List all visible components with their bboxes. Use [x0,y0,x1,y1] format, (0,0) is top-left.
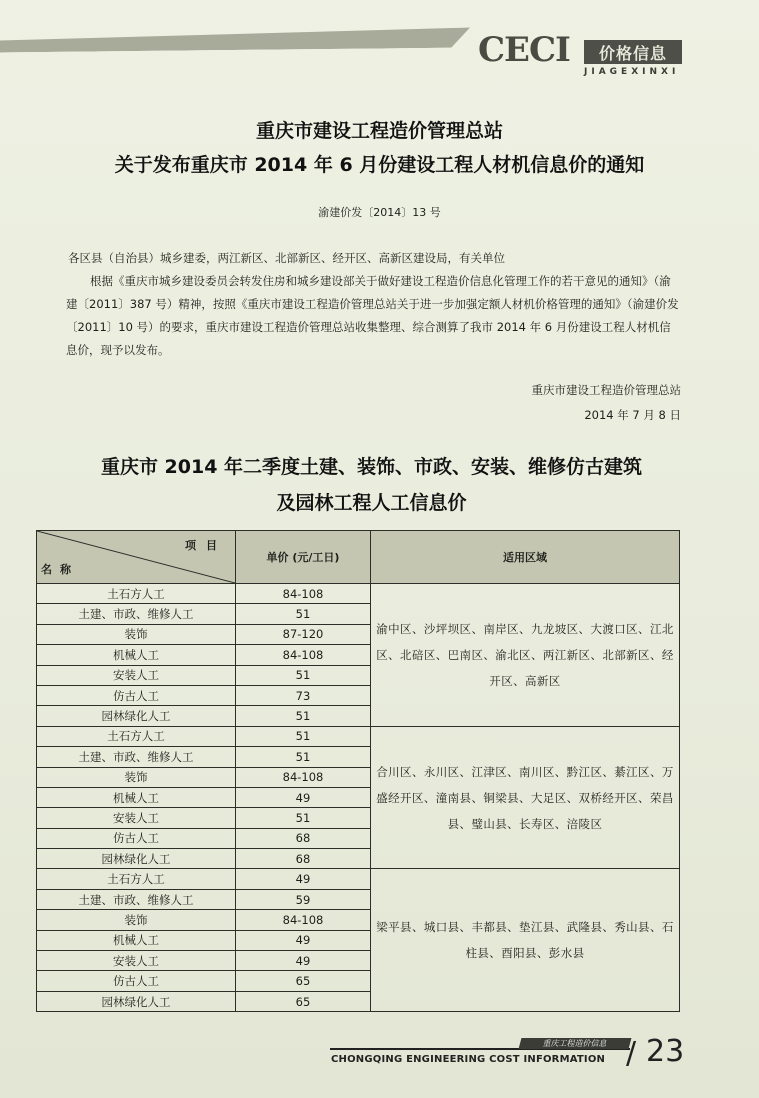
row-price: 49 [236,787,371,807]
row-name: 机械人工 [37,787,236,807]
addressee: 各区县（自治县）城乡建委，两江新区、北部新区、经开区、高新区建设局，有关单位 [68,251,505,265]
region-cell: 渝中区、沙坪坝区、南岸区、九龙坡区、大渡口区、江北区、北碚区、巴南区、渝北区、两江新区、北部新区、经开区、高新区 [371,584,680,727]
header-decor-bar [0,28,470,53]
table-row [37,869,680,889]
row-price: 84-108 [236,767,371,787]
row-price: 51 [236,706,371,726]
notice-date: 2014 年 7 月 8 日 [584,408,681,422]
header-item-label: 项目 [185,539,227,552]
row-price: 84-108 [236,645,371,665]
row-price: 68 [236,828,371,848]
labor-price-table [36,530,680,1012]
row-name: 园林绿化人工 [37,991,236,1011]
row-name: 仿古人工 [37,971,236,991]
row-price: 65 [236,991,371,1011]
region-cell: 合川区、永川区、江津区、南川区、黔江区、綦江区、万盛经开区、潼南县、铜梁县、大足区、双桥经开区、荣昌县、璧山县、长寿区、涪陵区 [371,726,680,869]
header-price: 单价 (元/工日) [236,531,371,584]
table-row [37,584,680,604]
row-price: 51 [236,604,371,624]
row-name: 园林绿化人工 [37,849,236,869]
row-price: 87-120 [236,624,371,644]
row-price: 49 [236,951,371,971]
row-price: 73 [236,685,371,705]
notice-title-line1: 重庆市建设工程造价管理总站 [255,120,503,142]
row-name: 安装人工 [37,951,236,971]
ceci-logo: CECI [478,30,570,70]
row-price: 84-108 [236,910,371,930]
row-price: 51 [236,665,371,685]
row-price: 49 [236,930,371,950]
row-price: 68 [236,849,371,869]
footer-slash-divider: / [626,1036,637,1071]
signature: 重庆市建设工程造价管理总站 [531,383,681,397]
page-number: 23 [646,1034,685,1069]
document-number: 渝建价发〔2014〕13 号 [318,206,441,219]
row-name: 装饰 [37,767,236,787]
row-name: 土建、市政、维修人工 [37,604,236,624]
table-row [37,726,680,746]
region-cell: 梁平县、城口县、丰都县、垫江县、武隆县、秀山县、石柱县、酉阳县、彭水县 [371,869,680,1012]
row-name: 园林绿化人工 [37,706,236,726]
row-price: 51 [236,747,371,767]
table-title-line1: 重庆市 2014 年二季度土建、装饰、市政、安装、维修仿古建筑 [100,456,643,478]
row-name: 装饰 [37,624,236,644]
row-name: 土建、市政、维修人工 [37,889,236,909]
row-price: 59 [236,889,371,909]
row-price: 51 [236,726,371,746]
notice-body: 根据《重庆市城乡建设委员会转发住房和城乡建设部关于做好建设工程造价信息化管理工作的若干意见的通知》（渝建〔2011〕387 号）精神，按照《重庆市建设工程造价管理总站关于进一步加强定额人材机价格管理的通知》（渝建价发〔2011〕10 号）的要求，重庆市建设工程造价管理总站收集整理、综合测算了我市 2014 年 6 月份建设工程人材机信息价，现予以发布。 [66,274,679,357]
row-name: 机械人工 [37,930,236,950]
row-name: 土石方人工 [37,869,236,889]
row-name: 安装人工 [37,665,236,685]
row-name: 安装人工 [37,808,236,828]
header-region: 适用区域 [371,531,680,584]
row-price: 84-108 [236,584,371,604]
row-name: 土建、市政、维修人工 [37,747,236,767]
section-tag: 价格信息 [584,40,682,64]
row-name: 仿古人工 [37,828,236,848]
row-name: 土石方人工 [37,584,236,604]
header-diagonal-cell [37,531,236,584]
row-price: 65 [236,971,371,991]
row-name: 机械人工 [37,645,236,665]
row-name: 仿古人工 [37,685,236,705]
row-name: 装饰 [37,910,236,930]
notice-title-line2: 关于发布重庆市 2014 年 6 月份建设工程人材机信息价的通知 [114,154,645,176]
table-title-line2: 及园林工程人工信息价 [276,492,467,514]
header-name-label: 名称 [41,563,79,576]
row-price: 49 [236,869,371,889]
row-price: 51 [236,808,371,828]
section-pinyin: JIAGEXINXI [584,67,680,77]
footer-magazine-name: CHONGQING ENGINEERING COST INFORMATION [331,1054,606,1065]
row-name: 土石方人工 [37,726,236,746]
footer-magazine-tag: 重庆工程造价信息 [519,1038,632,1049]
